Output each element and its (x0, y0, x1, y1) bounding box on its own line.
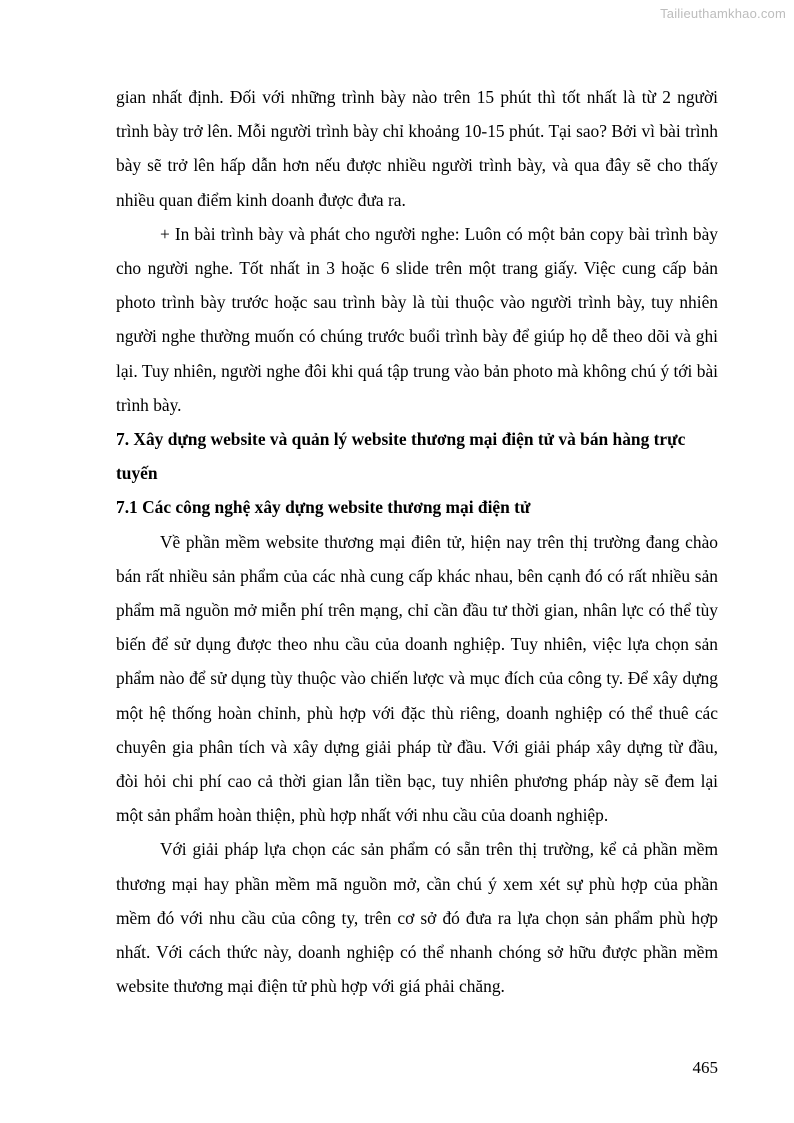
document-body (116, 80, 718, 1003)
page-number: 465 (692, 1058, 718, 1077)
paragraph-handouts: + In bài trình bày và phát cho người nghe: Luôn có một bản copy bài trình bày cho người nghe. Tốt nhất in 3 hoặc 6 slide trên một trang giấy. Việc cung cấp bản photo trình bày trước hoặc sau trình bày là tùi thuộc vào người trình bày, tuy nhiên người nghe thường muốn có chúng trước buổi trình bày để giúp họ dễ theo dõi và ghi lại. Tuy nhiên, người nghe đôi khi quá tập trung vào bản photo mà không chú ý tới bài trình bày. (116, 223, 718, 415)
paragraph-ready-made-solutions: Với giải pháp lựa chọn các sản phẩm có sẵn trên thị trường, kể cả phần mềm thương mại hay phần mềm mã nguồn mở, cần chú ý xem xét sự phù hợp của phần mềm đó với nhu cầu của công ty, trên cơ sở đó đưa ra lựa chọn sản phẩm phù hợp nhất. Với cách thức này, doanh nghiệp có thể nhanh chóng sở hữu được phần mềm website thương mại điện tử phù hợp với giá phải chăng. (116, 839, 718, 997)
paragraph-software-options: Về phần mềm website thương mại điên tử, hiện nay trên thị trường đang chào bán rất nhiều sản phẩm của các nhà cung cấp khác nhau, bên cạnh đó có rất nhiều sản phẩm mã nguồn mở miễn phí trên mạng, chỉ cần đầu tư thời gian, nhân lực có thể tùy biến để sử dụng được theo nhu cầu của doanh nghiệp. Tuy nhiên, việc lựa chọn sản phẩm nào để sử dụng tùy thuộc vào chiến lược và mục đích của công ty. Để xây dựng một hệ thống hoàn chỉnh, phù hợp với đặc thù riêng, doanh nghiệp có thể thuê các chuyên gia phân tích và xây dựng giải pháp từ đầu. Với giải pháp xây dựng từ đầu, đòi hỏi chi phí cao cả thời gian lẫn tiền bạc, tuy nhiên phương pháp này sẽ đem lại một sản phẩm hoàn thiện, phù hợp nhất với nhu cầu của doanh nghiệp. (116, 531, 718, 826)
paragraph-presenters: gian nhất định. Đối với những trình bày nào trên 15 phút thì tốt nhất là từ 2 người trình bày trở lên. Mỗi người trình bày chỉ khoảng 10-15 phút. Tại sao? Bởi vì bài trình bày sẽ trở lên hấp dẫn hơn nếu được nhiều người trình bày, và qua đây sẽ cho thấy nhiều quan điểm kinh doanh được đưa ra. (116, 87, 718, 210)
section-heading-7: 7. Xây dựng website và quản lý website thương mại điện tử và bán hàng trực tuyến (116, 429, 686, 484)
watermark-text: Tailieuthamkhao.com (660, 6, 786, 21)
section-heading-7-1: 7.1 Các công nghệ xây dựng website thương mại điện tử (116, 497, 531, 518)
